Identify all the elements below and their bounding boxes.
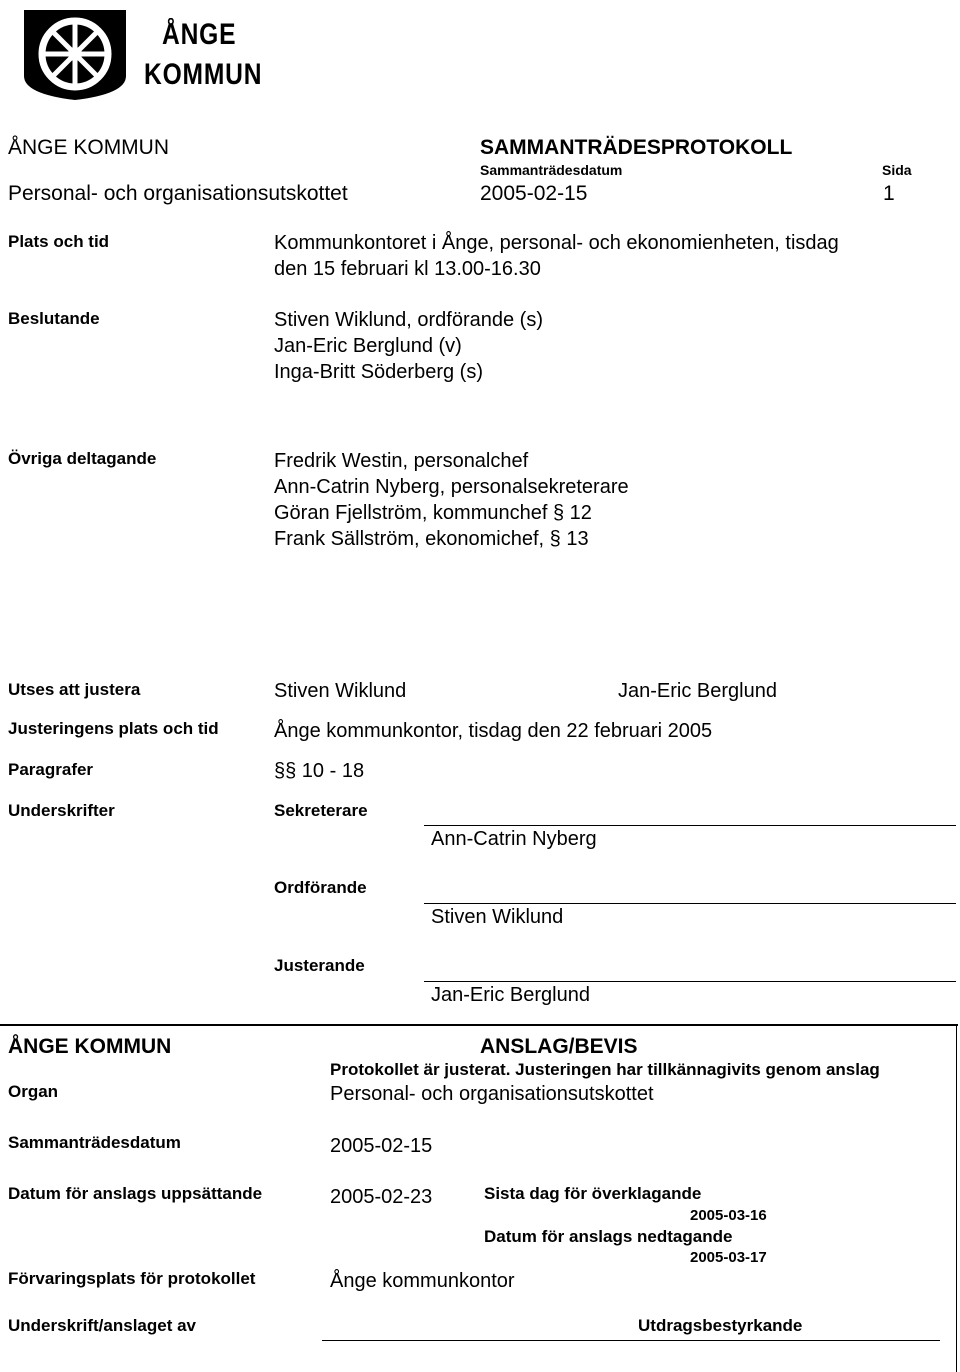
paragraphs-label: Paragrafer	[8, 760, 94, 779]
secretary-name: Ann-Catrin Nyberg	[431, 828, 597, 850]
adjuster-2: Jan-Eric Berglund	[618, 680, 777, 702]
posted-date-label: Datum för anslags uppsättande	[8, 1184, 263, 1203]
adjuster-signature-line	[424, 981, 956, 982]
chair-name: Stiven Wiklund	[431, 906, 564, 928]
storage-label: Förvaringsplats för protokollet	[8, 1269, 256, 1288]
adjuster-signature-label: Justerande	[274, 956, 365, 975]
organ-label: Organ	[8, 1082, 59, 1101]
other-participant: Ann-Catrin Nyberg, personalsekreterare	[274, 476, 629, 498]
notice-top-border	[0, 1024, 958, 1026]
municipal-logo	[18, 6, 263, 102]
adjuster-1: Stiven Wiklund	[274, 680, 407, 702]
adjustment-place: Ånge kommunkontor, tisdag den 22 februari 2005	[274, 720, 713, 742]
deciding-member: Stiven Wiklund, ordförande (s)	[274, 309, 544, 331]
other-participant: Göran Fjellström, kommunchef § 12	[274, 502, 592, 524]
page-number: 1	[883, 182, 895, 205]
place-time-line-2: den 15 februari kl 13.00-16.30	[274, 258, 541, 280]
meeting-date-label: Sammanträdesdatum	[480, 162, 623, 178]
logo-line-2: KOMMUN	[144, 58, 263, 91]
page-label: Sida	[882, 162, 912, 178]
posted-date: 2005-02-23	[330, 1186, 433, 1208]
adjustment-place-label: Justeringens plats och tid	[8, 719, 219, 738]
adjuster-name: Jan-Eric Berglund	[431, 984, 590, 1006]
deciding-member: Inga-Britt Söderberg (s)	[274, 361, 483, 383]
place-time-line-1: Kommunkontoret i Ånge, personal- och ekonomienheten, tisdag	[274, 232, 839, 254]
appeal-deadline-date: 2005-03-16	[690, 1207, 767, 1224]
removal-date-label: Datum för anslags nedtagande	[484, 1227, 733, 1246]
posted-by-signature-line	[322, 1340, 940, 1341]
storage-value: Ånge kommunkontor	[330, 1270, 515, 1292]
other-participant: Frank Sällström, ekonomichef, § 13	[274, 528, 589, 550]
notice-title: ANSLAG/BEVIS	[480, 1035, 638, 1058]
secretary-signature-line	[424, 825, 956, 826]
logo-line-1: ÅNGE	[162, 18, 237, 51]
municipality-name: ÅNGE KOMMUN	[8, 136, 170, 159]
place-time-label: Plats och tid	[8, 232, 110, 251]
committee-name: Personal- och organisationsutskottet	[8, 182, 348, 205]
deciding-member: Jan-Eric Berglund (v)	[274, 335, 462, 357]
notice-right-border	[956, 1024, 957, 1372]
wagon-wheel-crest-icon	[18, 6, 133, 102]
adjusters-label: Utses att justera	[8, 680, 141, 699]
certified-label: Utdragsbestyrkande	[638, 1316, 803, 1335]
notice-meeting-date-label: Sammanträdesdatum	[8, 1133, 181, 1152]
chair-signature-line	[424, 903, 956, 904]
notice-municipality: ÅNGE KOMMUN	[8, 1035, 172, 1058]
secretary-label: Sekreterare	[274, 801, 368, 820]
notice-meeting-date: 2005-02-15	[330, 1135, 433, 1157]
other-participant: Fredrik Westin, personalchef	[274, 450, 529, 472]
document-type-title: SAMMANTRÄDESPROTOKOLL	[480, 136, 793, 159]
posted-by-label: Underskrift/anslaget av	[8, 1316, 197, 1335]
chair-label: Ordförande	[274, 878, 367, 897]
notice-statement: Protokollet är justerat. Justeringen har tillkännagivits genom anslag	[330, 1060, 880, 1079]
signatures-label: Underskrifter	[8, 801, 115, 820]
appeal-deadline-label: Sista dag för överklagande	[484, 1184, 702, 1203]
meeting-date: 2005-02-15	[480, 182, 588, 205]
removal-date: 2005-03-17	[690, 1249, 767, 1266]
deciding-label: Beslutande	[8, 309, 100, 328]
paragraphs-value: §§ 10 - 18	[274, 760, 365, 782]
organ-value: Personal- och organisationsutskottet	[330, 1083, 654, 1105]
other-participants-label: Övriga deltagande	[8, 449, 157, 468]
